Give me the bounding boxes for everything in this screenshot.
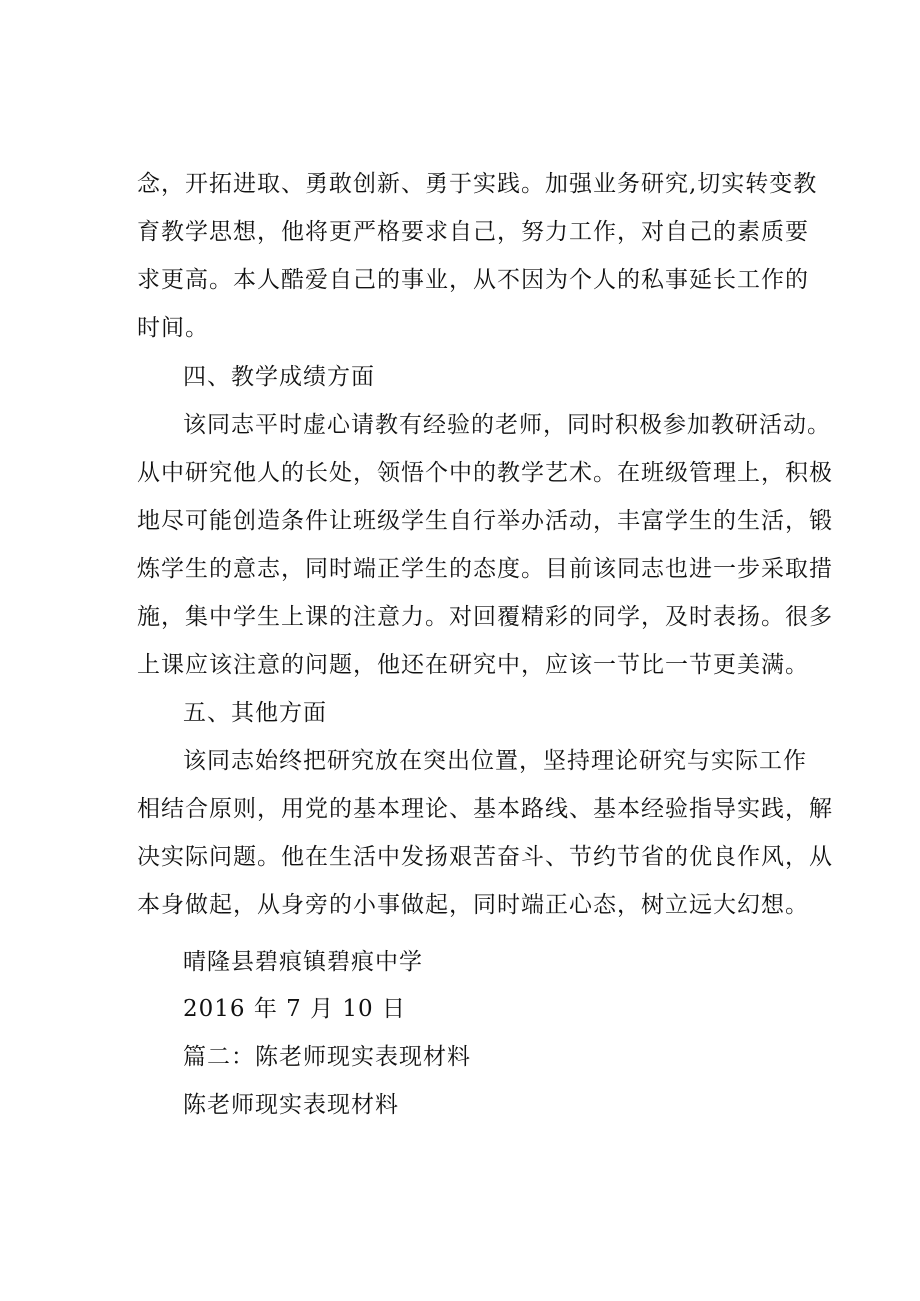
body-line: 念，开拓进取、勇敢创新、勇于实践。加强业务研究,切实转变教 <box>137 171 818 197</box>
body-line: 上课应该注意的问题，他还在研究中，应该一节比一节更美满。 <box>137 652 809 678</box>
body-line: 从中研究他人的长处，领悟个中的教学艺术。在班级管理上，积极 <box>137 460 833 486</box>
school-signature: 晴隆县碧痕镇碧痕中学 <box>183 949 423 975</box>
body-line: 该同志始终把研究放在突出位置，坚持理论研究与实际工作 <box>183 748 807 774</box>
body-line: 时间。 <box>137 315 209 341</box>
next-article-heading: 篇二：陈老师现实表现材料 <box>183 1044 471 1070</box>
document-date: 2016 年 7 月 10 日 <box>183 996 406 1022</box>
body-line: 决实际问题。他在生活中发扬艰苦奋斗、节约节省的优良作风，从 <box>137 844 833 870</box>
body-line: 相结合原则，用党的基本理论、基本路线、基本经验指导实践，解 <box>137 796 833 822</box>
body-line: 育教学思想，他将更严格要求自己，努力工作，对自己的素质要 <box>137 219 809 245</box>
body-line: 施，集中学生上课的注意力。对回覆精彩的同学，及时表扬。很多 <box>137 604 833 630</box>
next-article-title: 陈老师现实表现材料 <box>183 1092 399 1118</box>
body-line: 该同志平时虚心请教有经验的老师，同时积极参加教研活动。 <box>183 412 831 438</box>
body-line: 地尽可能创造条件让班级学生自行举办活动，丰富学生的生活，锻 <box>137 508 833 534</box>
section-heading: 四、教学成绩方面 <box>183 364 375 390</box>
body-line: 炼学生的意志，同时端正学生的态度。目前该同志也进一步采取措 <box>137 556 833 582</box>
body-line: 本身做起，从身旁的小事做起，同时端正心态，树立远大幻想。 <box>137 892 809 918</box>
section-heading: 五、其他方面 <box>183 700 327 726</box>
body-line: 求更高。本人酷爱自己的事业，从不因为个人的私事延长工作的 <box>137 267 809 293</box>
